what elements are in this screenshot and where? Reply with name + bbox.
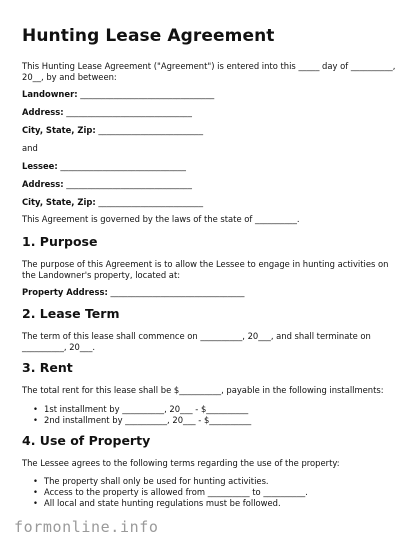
lessee-blank: ______________________________ <box>57 161 186 171</box>
list-item: • 1st installment by __________, 20___ - $__________ <box>22 404 251 415</box>
intro-paragraph: This Hunting Lease Agreement ("Agreement") is entered into this _____ day of __________, 20__, by and between: <box>22 61 396 82</box>
installments-list <box>22 404 251 426</box>
lease-term-text: The term of this lease shall commence on __________, 20___, and shall terminate on __________, 20___. <box>22 331 371 352</box>
use-of-property-heading: 4. Use of Property <box>22 433 151 448</box>
rent-text: The total rent for this lease shall be $__________, payable in the following installments: <box>22 385 384 395</box>
lessee-line <box>22 161 186 172</box>
list-item: • All local and state hunting regulations must be followed. <box>22 498 308 509</box>
landowner-city-state-zip-label: City, State, Zip: <box>22 125 96 135</box>
document-title: Hunting Lease Agreement <box>22 26 275 46</box>
lease-term-heading: 2. Lease Term <box>22 306 120 321</box>
landowner-city-state-zip-blank: _________________________ <box>95 125 204 135</box>
lessee-address-blank: ______________________________ <box>63 179 192 189</box>
landowner-line <box>22 89 214 100</box>
landowner-address-blank: ______________________________ <box>63 107 192 117</box>
property-address-blank: ________________________________ <box>107 287 245 297</box>
landowner-blank: ________________________________ <box>77 89 215 99</box>
lessee-city-state-zip-label: City, State, Zip: <box>22 197 96 207</box>
landowner-label: Landowner: <box>22 89 78 99</box>
list-item: • The property shall only be used for hunting activities. <box>22 476 308 487</box>
lessee-label: Lessee: <box>22 161 58 171</box>
landowner-address-line <box>22 107 192 118</box>
and-text: and <box>22 143 38 153</box>
governing-law-text: This Agreement is governed by the laws of the state of __________. <box>22 214 300 224</box>
landowner-city-state-zip-line <box>22 125 203 136</box>
purpose-text: The purpose of this Agreement is to allow the Lessee to engage in hunting activities on the Landowner's property, located at: <box>22 259 389 280</box>
list-item: • Access to the property is allowed from __________ to __________. <box>22 487 308 498</box>
property-address-label: Property Address: <box>22 287 108 297</box>
lessee-address-line <box>22 179 192 190</box>
use-of-property-text: The Lessee agrees to the following terms regarding the use of the property: <box>22 458 340 468</box>
purpose-heading: 1. Purpose <box>22 234 98 249</box>
lessee-city-state-zip-blank: _________________________ <box>95 197 204 207</box>
property-terms-list <box>22 476 308 509</box>
list-item: • 2nd installment by __________, 20___ - $__________ <box>22 415 251 426</box>
watermark: formonline.info <box>14 518 159 536</box>
lessee-address-label: Address: <box>22 179 64 189</box>
property-address-line <box>22 287 244 298</box>
rent-heading: 3. Rent <box>22 360 73 375</box>
lessee-city-state-zip-line <box>22 197 203 208</box>
landowner-address-label: Address: <box>22 107 64 117</box>
